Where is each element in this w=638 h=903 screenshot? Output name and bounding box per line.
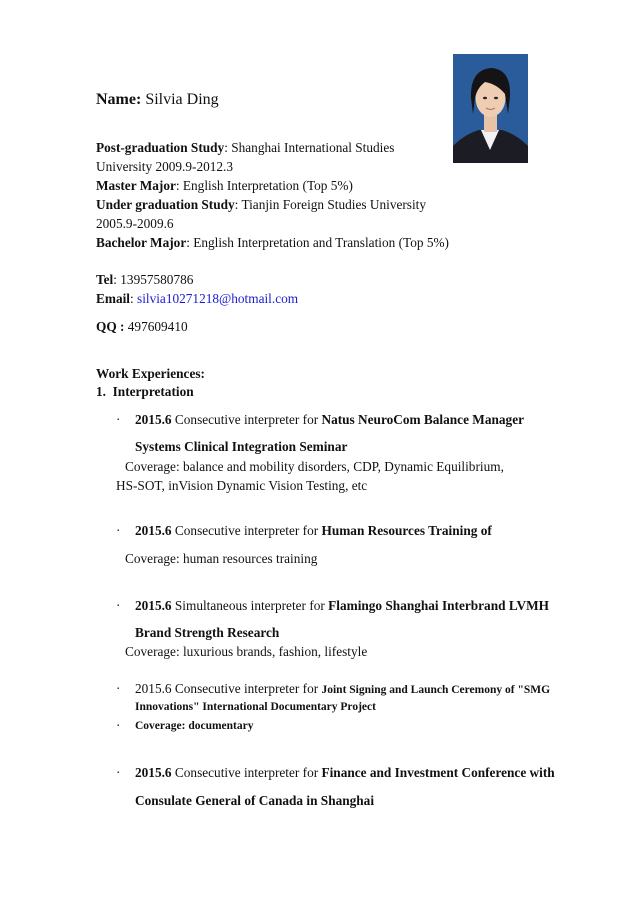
name-value: Silvia Ding — [141, 91, 219, 108]
entry-3-date: 2015.6 — [135, 598, 172, 613]
tel-label: Tel — [96, 272, 114, 287]
entry-1-event: Natus NeuroCom Balance Manager — [321, 412, 524, 427]
entry-3-event: Flamingo Shanghai Interbrand LVMH — [328, 598, 549, 613]
undergraduate-value: : Tianjin Foreign Studies University — [234, 197, 427, 212]
entry-5-event: Finance and Investment Conference with — [321, 765, 555, 780]
name-line — [96, 91, 219, 109]
bachelor-major-value: : English Interpretation and Translation (Top 5%) — [186, 235, 449, 250]
email-line — [96, 290, 298, 308]
email-link[interactable]: silvia10271218@hotmail.com — [137, 291, 299, 306]
tel-value: : 13957580786 — [113, 272, 194, 287]
entry-2-line-1 — [135, 522, 492, 540]
post-graduation-value: : Shanghai International Studies — [224, 140, 395, 155]
entry-1-coverage-cont: HS-SOT, inVision Dynamic Vision Testing, etc — [116, 478, 368, 493]
entry-2-role: Consecutive interpreter for — [171, 523, 322, 538]
entry-1-line-1 — [135, 411, 524, 429]
section-interpretation: 1. Interpretation — [96, 384, 194, 399]
master-major-line — [96, 177, 353, 195]
entry-1-coverage: Coverage: balance and mobility disorders, CDP, Dynamic Equilibrium, — [125, 459, 504, 474]
entry-4-coverage: Coverage: documentary — [135, 720, 254, 732]
master-major-value: : English Interpretation (Top 5%) — [175, 178, 353, 193]
entry-5-line-2: Consulate General of Canada in Shanghai — [135, 793, 375, 808]
entry-3-line-1 — [135, 597, 549, 615]
entry-3-coverage: Coverage: luxurious brands, fashion, lifestyle — [125, 644, 368, 659]
portrait-photo-icon — [453, 54, 528, 163]
entry-5-role: Consecutive interpreter for — [171, 765, 322, 780]
post-graduation-dates: University 2009.9-2012.3 — [96, 159, 234, 174]
post-graduation-label: Post-graduation Study — [96, 140, 225, 155]
master-major-label: Master Major — [96, 178, 176, 193]
bullet: · — [116, 718, 121, 733]
qq-label: QQ : — [96, 319, 125, 334]
entry-3-role: Simultaneous interpreter for — [171, 598, 329, 613]
undergraduate-label: Under graduation Study — [96, 197, 235, 212]
post-graduation-line — [96, 139, 394, 157]
entry-1-role: Consecutive interpreter for — [171, 412, 322, 427]
bullet: · — [116, 765, 121, 780]
bullet: · — [116, 523, 121, 538]
entry-3-line-2: Brand Strength Research — [135, 625, 280, 640]
entry-5-line-1 — [135, 764, 555, 782]
entry-5-date: 2015.6 — [135, 765, 172, 780]
entry-1-line-2: Systems Clinical Integration Seminar — [135, 439, 348, 454]
bachelor-major-line — [96, 234, 449, 252]
entry-4-line-2: Innovations" International Documentary Project — [135, 701, 376, 713]
work-heading: Work Experiences: — [96, 366, 205, 381]
entry-2-coverage: Coverage: human resources training — [125, 551, 318, 566]
entry-4-line-1 — [135, 680, 550, 698]
profile-photo — [453, 54, 528, 163]
entry-2-event: Human Resources Training of — [321, 523, 492, 538]
bullet: · — [116, 598, 121, 613]
name-label: Name: — [96, 91, 142, 108]
qq-value: 497609410 — [124, 319, 188, 334]
bachelor-major-label: Bachelor Major — [96, 235, 187, 250]
entry-4-role: Consecutive interpreter for — [171, 681, 322, 696]
bullet: · — [116, 681, 121, 696]
undergraduate-line — [96, 196, 426, 214]
entry-1-date: 2015.6 — [135, 412, 172, 427]
entry-2-date: 2015.6 — [135, 523, 172, 538]
bullet: · — [116, 412, 121, 427]
email-separator: : — [129, 291, 138, 306]
undergraduate-dates: 2005.9-2009.6 — [96, 216, 174, 231]
entry-4-event: Joint Signing and Launch Ceremony of "SMG — [321, 684, 551, 696]
entry-4-date: 2015.6 — [135, 681, 172, 696]
qq-line — [96, 318, 188, 336]
tel-line — [96, 271, 193, 289]
email-label: Email — [96, 291, 130, 306]
